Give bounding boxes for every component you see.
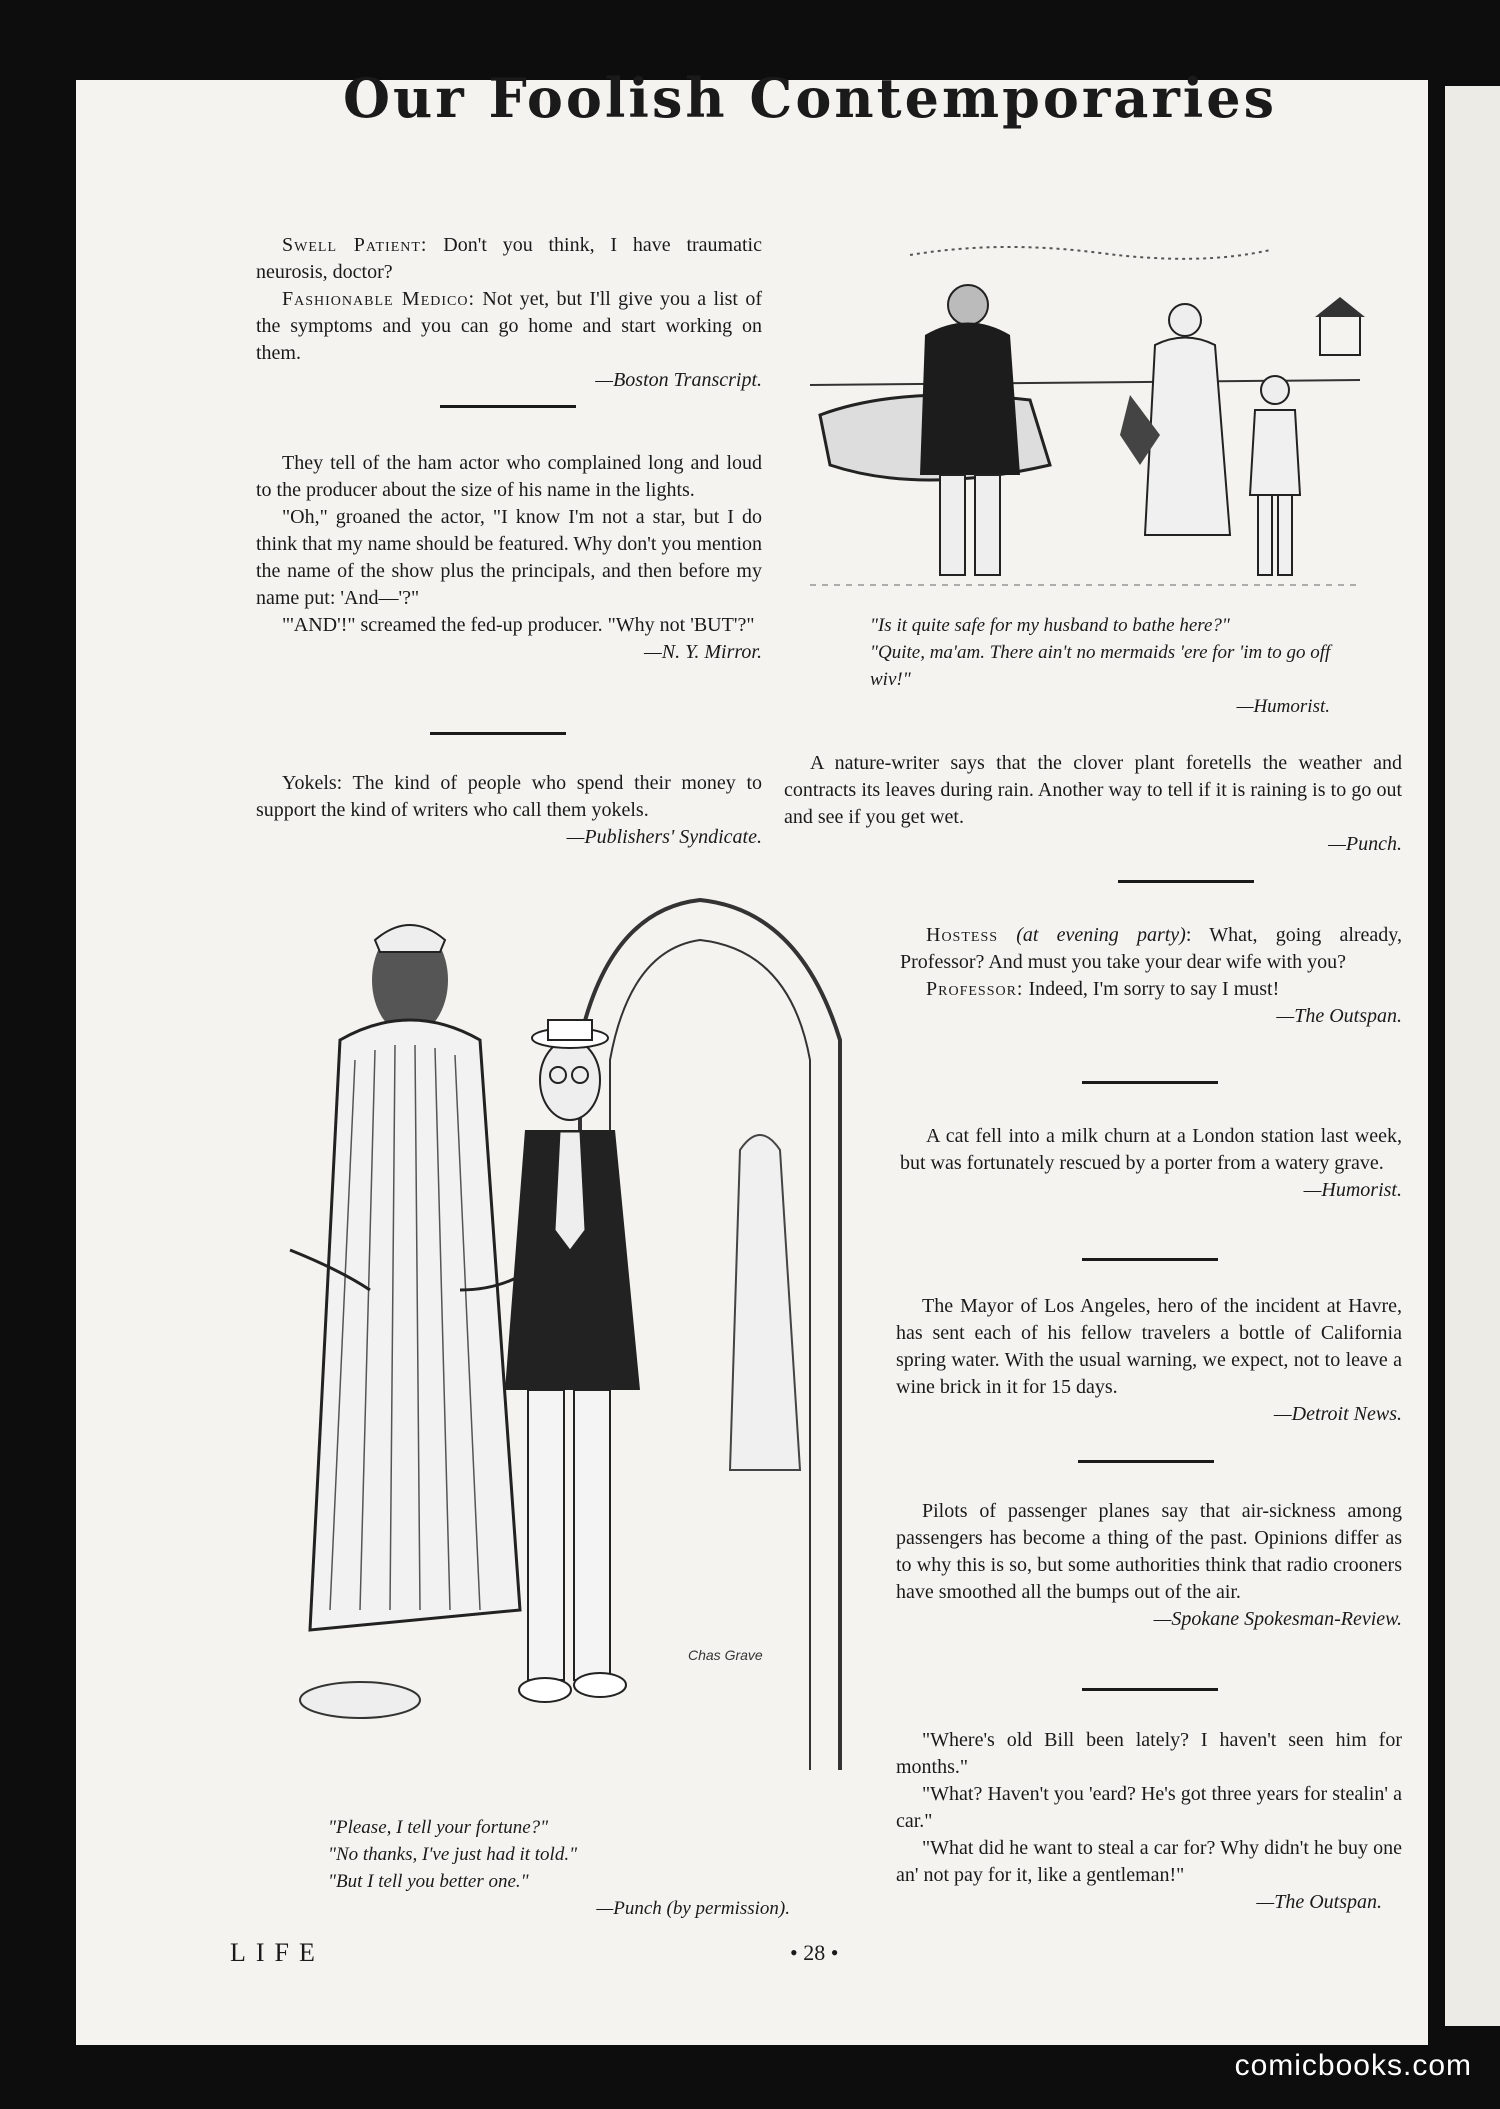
joke-old-bill <box>896 1727 1402 1916</box>
joke-mayor <box>896 1293 1402 1428</box>
caption-line: "Is it quite safe for my husband to bathe here?" <box>870 615 1230 636</box>
divider <box>1118 880 1254 883</box>
next-page-edge <box>1445 86 1500 2026</box>
paragraph: "What? Haven't you 'eard? He's got three years for stealin' a car." <box>896 1783 1402 1832</box>
joke-nature-writer <box>784 750 1402 858</box>
paragraph: "Oh," groaned the actor, "I know I'm not a star, but I do think that my name should be featured. Why don't you mention the name of the show plus the principals, and then before my name put: 'And—'?" <box>256 506 762 609</box>
caption-line: "Quite, ma'am. There ain't no mermaids 'ere for 'im to go off wiv!" <box>870 642 1331 690</box>
joke-yokels <box>256 770 762 851</box>
caption-line: "No thanks, I've just had it told." <box>328 1844 578 1865</box>
paragraph: Pilots of passenger planes say that air-sickness among passengers has become a thing of the past. Opinions differ as to why this is so, but some authorities think that radio crooners have smoothed all the bumps out of the air. <box>896 1500 1402 1603</box>
paragraph: The Mayor of Los Angeles, hero of the incident at Havre, has sent each of his fellow travelers a bottle of California spring water. With the usual warning, we expect, not to leave a wine brick in it for 15 days. <box>896 1295 1402 1398</box>
source-credit: —The Outspan. <box>1256 1891 1382 1913</box>
paragraph: A nature-writer says that the clover plant foretells the weather and contracts its leaves during rain. Another way to tell if it is raining is to go out and see if you get wet. <box>784 752 1402 828</box>
divider <box>1082 1258 1218 1261</box>
source-credit: —N. Y. Mirror. <box>643 641 762 663</box>
page-title: Our Foolish Contemporaries <box>342 66 1278 130</box>
speaker: Swell Patient: <box>282 234 428 256</box>
caption-line: "Please, I tell your fortune?" <box>328 1817 549 1838</box>
paragraph: "Where's old Bill been lately? I haven't seen him for months." <box>896 1729 1402 1778</box>
source-credit: —Punch (by permission). <box>596 1898 790 1919</box>
source-credit: —Humorist. <box>1236 696 1330 717</box>
paragraph: "What did he want to steal a car for? Why didn't he buy one an' not pay for it, like a gentleman!" <box>896 1837 1402 1886</box>
joke-ham-actor <box>256 450 762 666</box>
speaker: Hostess <box>926 924 999 946</box>
source-credit: —Publishers' Syndicate. <box>566 826 762 848</box>
source-credit: —Humorist. <box>1303 1179 1402 1201</box>
source-credit: —Spokane Spokesman-Review. <box>1153 1608 1402 1630</box>
paragraph: They tell of the ham actor who complained long and loud to the producer about the size of his name in the lights. <box>256 452 762 501</box>
joke-milk-churn <box>900 1123 1402 1204</box>
page-number: • 28 • <box>790 1940 839 1965</box>
fortune-teller-caption <box>300 1814 790 1922</box>
speaker: Professor: <box>926 978 1024 1000</box>
magazine-name: LIFE <box>230 1938 325 1967</box>
beach-cartoon-caption <box>870 612 1370 720</box>
beach-cartoon-illustration <box>800 235 1370 605</box>
source-credit: —Detroit News. <box>1273 1403 1402 1425</box>
dialogue: Not yet, but I'll give you a list of the symptoms and you can go home and start working on them. <box>256 288 762 364</box>
fortune-teller-cartoon-illustration <box>280 870 860 1790</box>
caption-line: "But I tell you better one." <box>328 1871 529 1892</box>
source-credit: —The Outspan. <box>1276 1005 1402 1027</box>
divider <box>1082 1081 1218 1084</box>
source-credit: —Punch. <box>1328 833 1402 855</box>
dialogue: Don't you think, I have traumatic neurosis, doctor? <box>256 234 762 283</box>
stage-direction: (at evening party) <box>998 924 1186 946</box>
source-credit: —Boston Transcript. <box>595 369 762 391</box>
joke-hostess <box>900 922 1402 1030</box>
artist-signature: Chas Grave <box>688 1647 763 1663</box>
dialogue: : What, going already, Professor? And must you take your dear wife with you? <box>900 924 1402 973</box>
divider <box>1078 1460 1214 1463</box>
divider <box>430 732 566 735</box>
joke-swell-patient <box>256 232 762 394</box>
speaker: Fashionable Medico: <box>282 288 476 310</box>
paragraph: Yokels: The kind of people who spend their money to support the kind of writers who call them yokels. <box>256 772 762 821</box>
paragraph: A cat fell into a milk churn at a London station last week, but was fortunately rescued by a porter from a watery grave. <box>900 1125 1402 1174</box>
joke-air-sickness <box>896 1498 1402 1633</box>
divider <box>1082 1688 1218 1691</box>
divider <box>440 405 576 408</box>
dialogue: Indeed, I'm sorry to say I must! <box>1023 978 1280 1000</box>
watermark: comicbooks.com <box>1234 2049 1472 2082</box>
paragraph: "'AND'!" screamed the fed-up producer. "Why not 'BUT'?" <box>282 614 755 636</box>
